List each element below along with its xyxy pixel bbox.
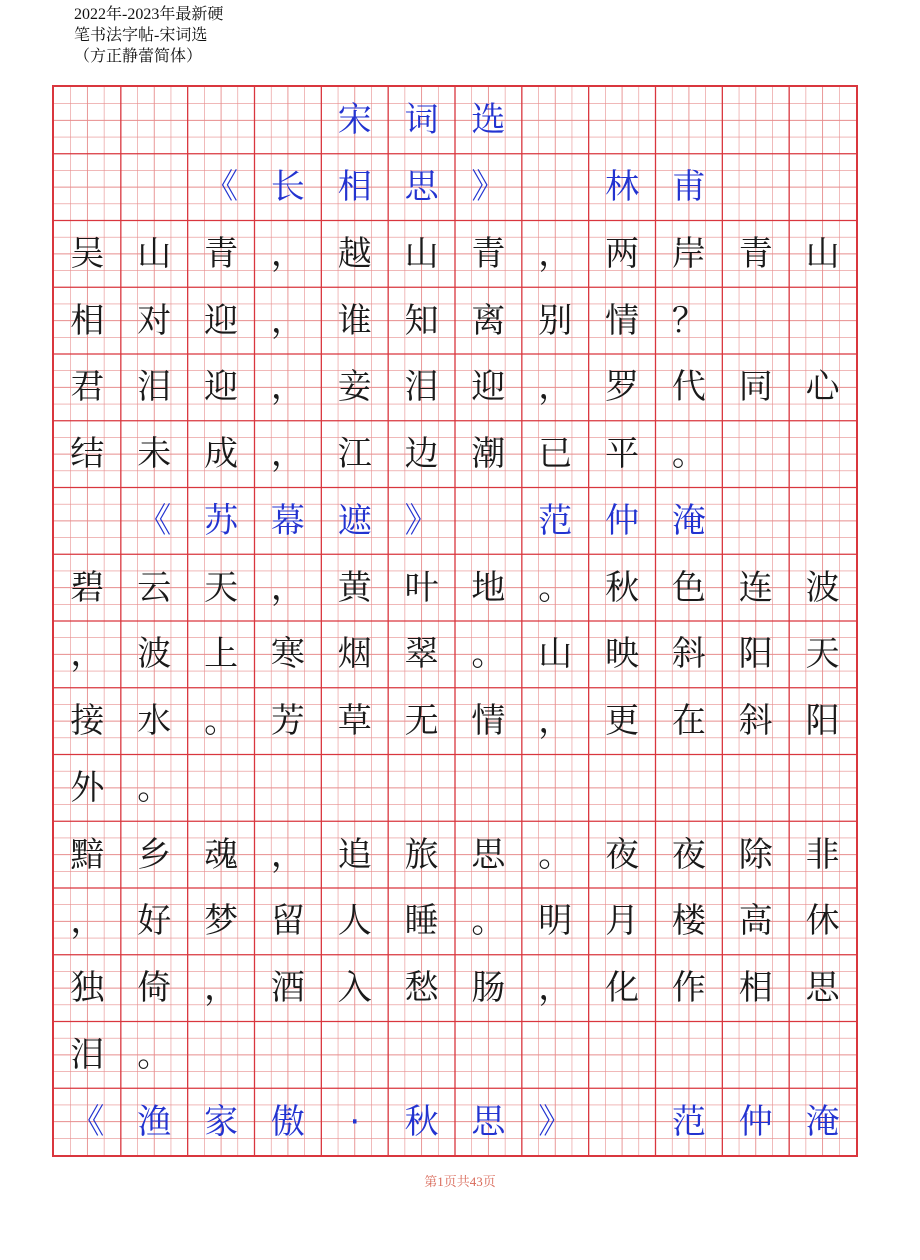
character-cell	[722, 755, 789, 822]
character-cell: 未	[137, 434, 172, 475]
character-cell: 叶	[404, 567, 439, 608]
character-cell: 夜	[671, 834, 706, 875]
character-cell	[722, 1022, 789, 1089]
character-cell	[789, 755, 856, 822]
character-cell: 云	[137, 567, 172, 608]
heading-character-cell: 家	[204, 1101, 239, 1142]
character-cell: 天	[204, 567, 239, 608]
character-cell: 山	[538, 634, 573, 675]
heading-character-cell: 》	[471, 167, 506, 208]
character-cell: 心	[805, 367, 840, 408]
character-cell: 情	[471, 701, 506, 742]
character-cell: 两	[605, 233, 640, 274]
character-cell: ，	[538, 233, 573, 274]
heading-character-cell: 词	[404, 100, 439, 141]
heading-character-cell: 淹	[671, 500, 706, 541]
character-cell	[255, 755, 322, 822]
character-cell: 结	[70, 434, 105, 475]
heading-character-cell	[54, 488, 121, 555]
character-cell	[789, 287, 856, 354]
character-cell: 睡	[404, 901, 439, 942]
character-cell: 高	[738, 901, 773, 942]
heading-character-cell: 仲	[738, 1101, 773, 1142]
heading-character-cell: 思	[404, 167, 439, 208]
character-cell: 秋	[605, 567, 640, 608]
character-cell: 化	[605, 968, 640, 1009]
character-cell: 草	[337, 701, 372, 742]
heading-character-cell: 长	[270, 167, 305, 208]
character-cell: 斜	[671, 634, 706, 675]
character-cell: 离	[471, 300, 506, 341]
character-cell: ，	[538, 701, 573, 742]
character-cell: 君	[70, 367, 105, 408]
character-cell	[321, 1022, 388, 1089]
character-cell: 相	[738, 968, 773, 1009]
character-cell: 青	[738, 233, 773, 274]
heading-character-cell: 宋	[337, 100, 372, 141]
character-cell: 夜	[605, 834, 640, 875]
heading-character-cell	[522, 154, 589, 221]
character-cell: 追	[337, 834, 372, 875]
page-footer: 第1页共43页	[424, 1174, 496, 1189]
heading-character-cell	[722, 87, 789, 154]
character-cell: 更	[605, 701, 640, 742]
character-cell: 山	[137, 233, 172, 274]
heading-character-cell: 范	[538, 500, 573, 541]
character-cell: ，	[538, 968, 573, 1009]
character-cell: 已	[538, 434, 573, 475]
heading-character-cell	[255, 87, 322, 154]
character-cell: 泪	[137, 367, 172, 408]
character-cell: 好	[137, 901, 172, 942]
character-cell: ？	[671, 300, 706, 341]
character-cell: 愁	[404, 968, 439, 1009]
character-cell: 芳	[270, 701, 305, 742]
character-cell: ，	[70, 901, 105, 942]
character-cell	[589, 755, 656, 822]
character-cell: ，	[270, 300, 305, 341]
heading-character-cell: 》	[404, 500, 439, 541]
character-cell: 泪	[70, 1034, 105, 1075]
character-cell	[255, 1022, 322, 1089]
character-cell: 思	[805, 968, 840, 1009]
character-cell: 。	[471, 901, 506, 942]
heading-character-cell	[522, 87, 589, 154]
heading-character-cell: 秋	[404, 1101, 439, 1142]
character-cell: 。	[137, 767, 172, 808]
calligraphy-practice-sheet	[52, 85, 858, 1157]
character-cell: 岸	[671, 233, 706, 274]
character-cell: 青	[471, 233, 506, 274]
character-cell: 天	[805, 634, 840, 675]
character-cell: 无	[404, 701, 439, 742]
character-cell: 寒	[270, 634, 305, 675]
character-cell: 明	[538, 901, 573, 942]
heading-character-cell: 林	[605, 167, 640, 208]
character-cell: 月	[605, 901, 640, 942]
character-cell	[388, 1022, 455, 1089]
character-cell: 在	[671, 701, 706, 742]
character-cell: 迎	[204, 300, 239, 341]
heading-character-cell: 渔	[137, 1101, 172, 1142]
character-cell	[388, 755, 455, 822]
character-cell: 。	[538, 567, 573, 608]
character-cell: ，	[270, 567, 305, 608]
character-cell	[321, 755, 388, 822]
character-cell: 色	[671, 567, 706, 608]
heading-character-cell: 》	[538, 1101, 573, 1142]
character-cell: ，	[270, 367, 305, 408]
character-cell	[522, 1022, 589, 1089]
character-cell: 波	[805, 567, 840, 608]
heading-character-cell: 淹	[805, 1101, 840, 1142]
character-cell	[455, 755, 522, 822]
character-cell: 翠	[404, 634, 439, 675]
character-cell: 相	[70, 300, 105, 341]
character-cell: 谁	[337, 300, 372, 341]
heading-character-cell: 《	[137, 500, 172, 541]
heading-character-cell	[656, 87, 723, 154]
character-cell	[789, 421, 856, 488]
character-cell: 罗	[605, 367, 640, 408]
character-cell: 连	[738, 567, 773, 608]
character-cell: 迎	[204, 367, 239, 408]
heading-character-cell: 苏	[204, 500, 239, 541]
character-cell: 平	[605, 434, 640, 475]
heading-character-cell: 幕	[270, 500, 305, 541]
heading-character-cell: ·	[349, 1101, 361, 1142]
heading-character-cell: 相	[337, 167, 372, 208]
character-cell: 地	[471, 567, 506, 608]
heading-character-cell: 范	[671, 1101, 706, 1142]
heading-character-cell	[54, 154, 121, 221]
heading-character-cell	[722, 488, 789, 555]
character-cell: 入	[337, 968, 372, 1009]
character-cell	[789, 1022, 856, 1089]
character-cell: 思	[471, 834, 506, 875]
heading-character-cell: 《	[70, 1101, 105, 1142]
character-cell: 接	[70, 701, 105, 742]
character-cell: 。	[137, 1034, 172, 1075]
character-cell: 楼	[671, 901, 706, 942]
character-cell	[522, 755, 589, 822]
heading-character-cell	[455, 488, 522, 555]
character-cell: 青	[204, 233, 239, 274]
heading-character-cell: 傲	[270, 1101, 305, 1142]
character-cell: 作	[671, 968, 706, 1009]
heading-character-cell: 思	[471, 1101, 506, 1142]
character-cell	[455, 1022, 522, 1089]
heading-character-cell	[121, 87, 188, 154]
character-cell: 别	[538, 300, 573, 341]
character-cell: 。	[204, 701, 239, 742]
character-cell: 。	[471, 634, 506, 675]
character-cell: 吴	[70, 233, 105, 274]
character-cell: 代	[671, 367, 706, 408]
character-cell: 乡	[137, 834, 172, 875]
character-cell: 阳	[738, 634, 773, 675]
character-cell	[656, 755, 723, 822]
character-cell: 边	[404, 434, 439, 475]
heading-character-cell: 遮	[337, 500, 372, 541]
character-cell: 情	[605, 300, 640, 341]
character-cell: ，	[204, 968, 239, 1009]
character-cell	[722, 287, 789, 354]
heading-character-cell: 《	[204, 167, 239, 208]
character-cell	[188, 1022, 255, 1089]
heading-character-cell	[188, 87, 255, 154]
character-cell: 魂	[204, 834, 239, 875]
character-cell: 迎	[471, 367, 506, 408]
character-cell	[722, 421, 789, 488]
character-cell: 倚	[137, 968, 172, 1009]
character-cell: 独	[70, 968, 105, 1009]
heading-character-cell	[121, 154, 188, 221]
character-cell: 外	[70, 767, 105, 808]
character-cell: 潮	[471, 434, 506, 475]
character-cell: 休	[805, 901, 840, 942]
heading-character-cell	[789, 87, 856, 154]
character-cell: 梦	[204, 901, 239, 942]
character-cell: ，	[70, 634, 105, 675]
character-cell: 上	[204, 634, 239, 675]
character-cell: 山	[404, 233, 439, 274]
character-cell: 留	[270, 901, 305, 942]
character-cell: 碧	[70, 567, 105, 608]
character-cell: ，	[270, 434, 305, 475]
heading-character-cell	[789, 488, 856, 555]
character-cell: 黯	[70, 834, 105, 875]
character-cell: 旅	[404, 834, 439, 875]
character-cell: 映	[605, 634, 640, 675]
character-cell: 。	[671, 434, 706, 475]
character-cell: 知	[404, 300, 439, 341]
character-cell: 烟	[337, 634, 372, 675]
character-cell: 江	[337, 434, 372, 475]
character-cell	[188, 755, 255, 822]
character-cell: 非	[805, 834, 840, 875]
character-cell: 成	[204, 434, 239, 475]
heading-character-cell: 选	[471, 100, 506, 141]
heading-character-cell	[589, 1088, 656, 1155]
heading-character-cell	[722, 154, 789, 221]
character-cell	[589, 1022, 656, 1089]
heading-character-cell	[54, 87, 121, 154]
character-cell: 越	[337, 233, 372, 274]
character-cell: 对	[137, 300, 172, 341]
character-cell: 酒	[270, 968, 305, 1009]
character-cell: 。	[538, 834, 573, 875]
heading-character-cell	[589, 87, 656, 154]
heading-character-cell	[789, 154, 856, 221]
character-cell: ，	[270, 233, 305, 274]
character-cell: 水	[137, 701, 172, 742]
character-cell: 阳	[805, 701, 840, 742]
character-cell: 同	[738, 367, 773, 408]
character-cell: 黄	[337, 567, 372, 608]
character-cell: ，	[538, 367, 573, 408]
character-cell: 人	[337, 901, 372, 942]
character-cell: 除	[738, 834, 773, 875]
character-cell	[656, 1022, 723, 1089]
character-cell: 泪	[404, 367, 439, 408]
heading-character-cell: 仲	[605, 500, 640, 541]
heading-character-cell: 甫	[671, 167, 706, 208]
character-cell: ，	[270, 834, 305, 875]
document-title: 2022年-2023年最新硬笔书法字帖-宋词选（方正静蕾简体）	[74, 6, 224, 65]
character-cell: 妾	[337, 367, 372, 408]
character-cell: 波	[137, 634, 172, 675]
character-cell: 肠	[471, 968, 506, 1009]
character-cell: 斜	[738, 701, 773, 742]
character-cell: 山	[805, 233, 840, 274]
